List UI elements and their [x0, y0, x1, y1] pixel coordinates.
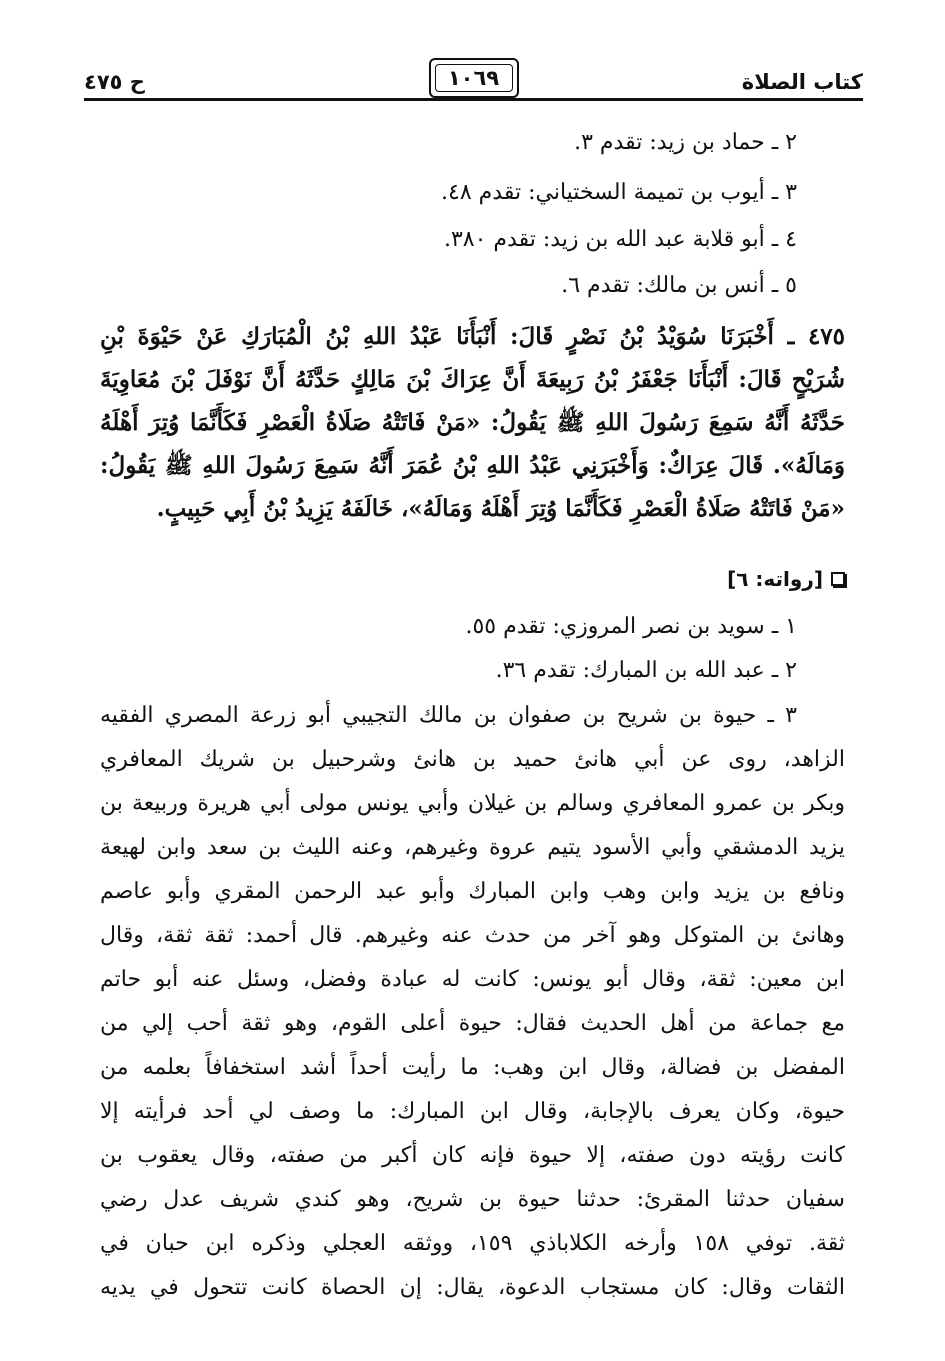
narrators-section-title: [رواته: ٦]: [727, 567, 823, 591]
header-rule: [84, 98, 863, 101]
page-number: ١٠٦٩: [447, 66, 500, 90]
book-title: كتاب الصلاة: [741, 70, 863, 94]
narrator-line: ٢ ـ عبد الله بن المبارك: تقدم ٣٦.: [495, 658, 797, 683]
biography-line: ابن معين: ثقة، وقال أبو يونس: كانت له عبادة وفضل، وسئل عنه أبو حاتم: [100, 967, 845, 992]
biography-line: الزاهد، روى عن أبي هانئ حميد بن هانئ وشرحبيل بن شريك المعافري: [100, 747, 845, 772]
narrator-line: ٥ ـ أنس بن مالك: تقدم ٦.: [561, 273, 797, 298]
biography-line: سفيان حدثنا المقرئ: حدثنا حيوة بن شريح، وهو كندي شريف عدل رضي: [100, 1187, 845, 1212]
hadith-line: حَدَّثَهُ أَنَّهُ سَمِعَ رَسُولَ اللهِ ﷺ يَقُولُ: «مَنْ فَاتَتْهُ صَلَاةُ الْعَصْرِ فَكَأَنَّمَا وُتِرَ أَهْلَهُ: [100, 409, 845, 436]
biography-line: المفضل بن فضالة، وقال ابن وهب: ما رأيت أحداً أشد استخفافاً بعلمه من: [100, 1055, 845, 1080]
biography-line: الثقات وقال: كان مستجاب الدعوة، يقال: إن الحصاة كانت تتحول في يديه: [100, 1275, 845, 1300]
biography-line: حيوة، وكان يعرف بالإجابة، وقال ابن المبارك: ما وصف لي أحد فرأيته إلا: [100, 1099, 845, 1124]
biography-line: يزيد الدمشقي وأبي الأسود يتيم عروة وغيرهم، وعنه الليث بن سعد وابن لهيعة: [100, 835, 845, 860]
square-bullet-icon: [831, 572, 845, 586]
narrator-line: ٤ ـ أبو قلابة عبد الله بن زيد: تقدم ٣٨٠.: [443, 227, 797, 252]
hadith-line: شُرَيْحٍ قَالَ: أَنْبَأَنَا جَعْفَرُ بْنُ رَبِيعَةَ أَنَّ عِرَاكَ بْنَ مَالِكٍ حَدَّثَهُ أَنَّ نَوْفَلَ بْنَ مُعَاوِيَةَ: [100, 366, 845, 393]
hadith-line: «مَنْ فَاتَتْهُ صَلَاةُ الْعَصْرِ فَكَأَنَّمَا وُتِرَ أَهْلَهُ وَمَالَهُ»، خَالَفَهُ يَزِيدُ بْنُ أَبِي حَبِيبٍ.: [156, 495, 845, 522]
narrator-line: ٢ ـ حماد بن زيد: تقدم ٣.: [574, 130, 797, 155]
biography-line: ونافع بن يزيد وابن وهب وابن المبارك وأبو عبد الرحمن المقري وأبو عاصم: [100, 879, 845, 904]
biography-line: مع جماعة من أهل الحديث فقال: حيوة أعلى القوم، وهو ثقة أحب إلي من: [100, 1011, 845, 1036]
hadith-line: ٤٧٥ ـ أَخْبَرَنَا سُوَيْدُ بْنُ نَصْرٍ قَالَ: أَنْبَأَنَا عَبْدُ اللهِ بْنُ الْمُبَارَكِ عَنْ حَيْوَةَ بْنِ: [100, 323, 845, 350]
biography-line: كانت رؤيته دون صفته، إلا حيوة فإنه كان أكبر من صفته، وقال يعقوب بن: [100, 1143, 845, 1168]
biography-line: ثقة. توفي ١٥٨ وأرخه الكلاباذي ١٥٩، ووثقه العجلي وذكره ابن حبان في: [100, 1231, 845, 1256]
page-header: [84, 58, 863, 106]
hadith-line: وَمَالَهُ». قَالَ عِرَاكٌ: وَأَخْبَرَنِي عَبْدُ اللهِ بْنُ عُمَرَ أَنَّهُ سَمِعَ رَسُولَ اللهِ ﷺ يَقُولُ:: [100, 452, 845, 479]
page-number-frame: [429, 58, 519, 98]
biography-line: ٣ ـ حيوة بن شريح بن صفوان بن مالك التجيبي أبو زرعة المصري الفقيه: [100, 703, 797, 728]
narrator-line: ٣ ـ أيوب بن تميمة السختياني: تقدم ٤٨.: [441, 180, 797, 205]
narrators-section-heading: [727, 567, 845, 591]
hadith-reference: ح ٤٧٥: [84, 70, 145, 94]
narrator-line: ١ ـ سويد بن نصر المروزي: تقدم ٥٥.: [465, 614, 797, 639]
biography-line: وهانئ بن المتوكل وهو آخر من حدث عنه وغيرهم. قال أحمد: ثقة ثقة، وقال: [100, 923, 845, 948]
biography-line: وبكر بن عمرو المعافري وسالم بن غيلان وأبي يونس مولى أبي هريرة وربيعة بن: [100, 791, 845, 816]
